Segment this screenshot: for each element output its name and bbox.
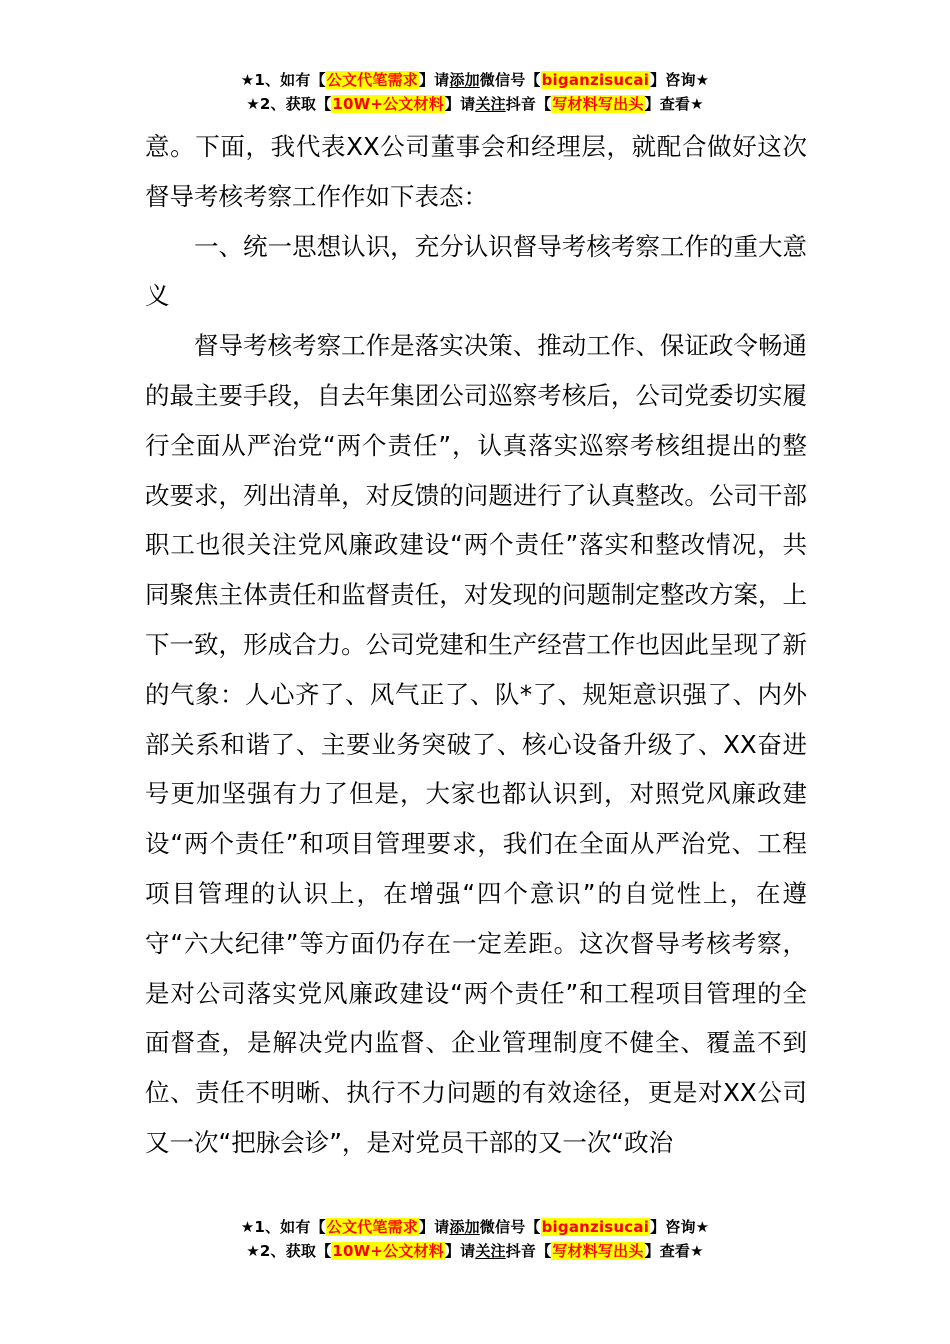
paragraph: 意。下面，我代表XX公司董事会和经理层，就配合做好这次督导考核考察工作作如下表态： (145, 132, 807, 211)
banner-highlight: 10W+公文材料 (332, 1242, 444, 1260)
banner-text: 】请 (418, 71, 450, 89)
banner-highlight: 10W+公文材料 (332, 95, 444, 113)
banner-text: 抖音【 (505, 1242, 552, 1260)
banner-text: 】请 (444, 1242, 476, 1260)
banner-highlight: biganzisucai (541, 1218, 650, 1236)
banner-line-2 (0, 1239, 950, 1263)
document-body (145, 122, 807, 1168)
banner-text: 】咨询★ (650, 71, 710, 89)
banner-text: 】咨询★ (650, 1218, 710, 1236)
banner-text: 】请 (418, 1218, 450, 1236)
banner-line-1 (0, 1215, 950, 1239)
paragraph: 督导考核考察工作是落实决策、推动工作、保证政令畅通的最主要手段，自去年集团公司巡察考核后，公司党委切实履行全面从严治党“两个责任”，认真落实巡察考核组提出的整改要求，列出清单，对反馈的问题进行了认真整改。公司干部职工也很关注党风廉政建设“两个责任”落实和整改情况，共同聚焦主体责任和监督责任，对发现的问题制定整改方案，上下一致，形成合力。公司党建和生产经营工作也因此呈现了新的气象：人心齐了、风气正了、队*了、规矩意识强了、内外部关系和谐了、主要业务突破了、核心设备升级了、XX奋进号更加坚强有力了但是，大家也都认识到，对照党风廉政建设“两个责任”和项目管理要求，我们在全面从严治党、工程项目管理的认识上，在增强“四个意识”的自觉性上，在遵守“六大纪律”等方面仍存在一定差距。这次督导考核考察，是对公司落实党风廉政建设“两个责任”和工程项目管理的全面督查，是解决党内监督、企业管理制度不健全、覆盖不到位、责任不明晰、执行不力问题的有效途径，更是对XX公司又一次“把脉会诊”，是对党员干部的又一次“政治 (145, 331, 807, 1157)
banner-text: 】查看★ (644, 95, 704, 113)
banner-text: 】请 (444, 95, 476, 113)
banner-emphasis: 关注 (475, 95, 506, 113)
banner-text: 微信号【 (479, 71, 541, 89)
banner-text: ★2、获取【 (246, 1242, 332, 1260)
banner-highlight: 写材料写出头 (552, 1242, 644, 1260)
header-banner (0, 68, 950, 116)
banner-text: ★1、如有【 (240, 71, 326, 89)
banner-highlight: 公文代笔需求 (326, 71, 418, 89)
banner-highlight: 公文代笔需求 (326, 1218, 418, 1236)
banner-highlight: biganzisucai (541, 71, 650, 89)
banner-text: 抖音【 (505, 95, 552, 113)
banner-text: 】查看★ (644, 1242, 704, 1260)
banner-emphasis: 添加 (449, 1218, 480, 1236)
banner-line-2 (0, 92, 950, 116)
banner-text: 微信号【 (479, 1218, 541, 1236)
banner-emphasis: 关注 (475, 1242, 506, 1260)
banner-highlight: 写材料写出头 (552, 95, 644, 113)
banner-line-1 (0, 68, 950, 92)
footer-banner (0, 1215, 950, 1263)
section-heading: 一、统一思想认识，充分认识督导考核考察工作的重大意义 (145, 231, 807, 311)
banner-emphasis: 添加 (449, 71, 480, 89)
banner-text: ★1、如有【 (240, 1218, 326, 1236)
banner-text: ★2、获取【 (246, 95, 332, 113)
